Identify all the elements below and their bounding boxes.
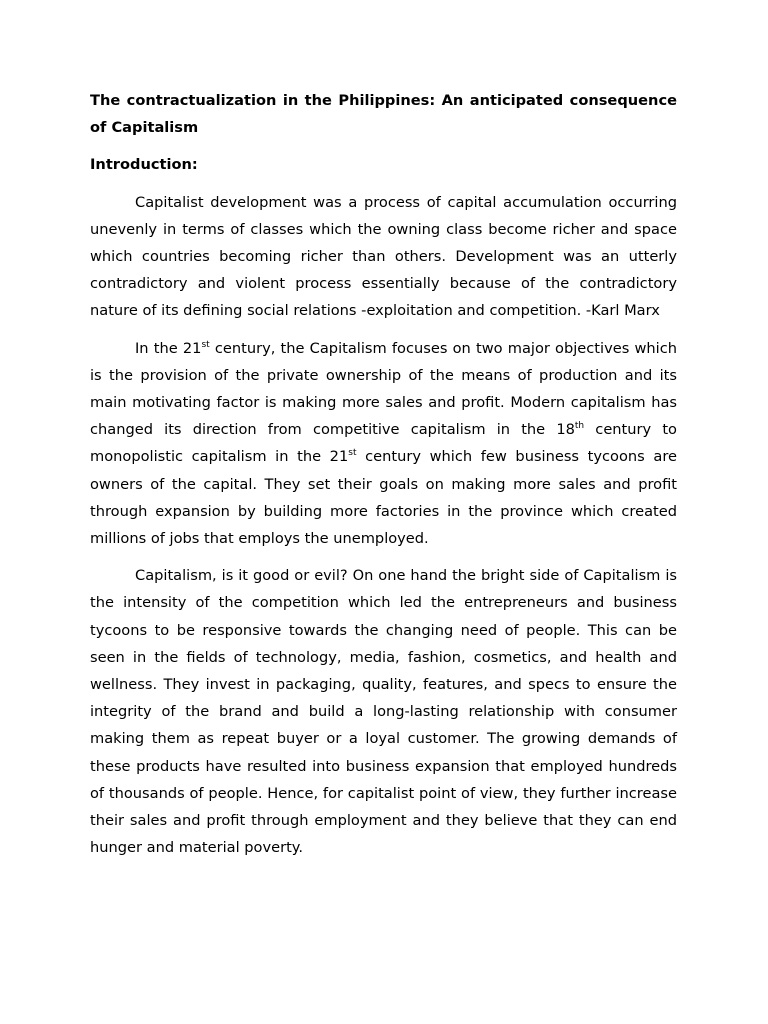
paragraph-2: [90, 335, 677, 553]
ordinal-suffix: st: [348, 448, 357, 459]
section-heading: Introduction:: [90, 156, 198, 174]
paragraph-2-text-1: In the 21: [135, 339, 202, 357]
paragraph-2-text-2: century, the Capitalism focuses on two major objectives which is the provision of the private ownership of the means of production and its main motivating factor is making more sales and profit. Modern capitalism has changed its direction from competitive capitalism in the 18: [90, 339, 678, 439]
paragraph-3: Capitalism, is it good or evil? On one hand the bright side of Capitalism is the intensity of the competition which led the entrepreneurs and business tycoons to be responsive towards the changing need of people. This can be seen in the fields of technology, media, fashion, cosmetics, and health and wellness. They invest in packaging, quality, features, and specs to ensure the integrity of the brand and build a long-lasting relationship with consumer making them as repeat buyer or a loyal customer. The growing demands of these products have resulted into business expansion that employed hundreds of thousands of people. Hence, for capitalist point of view, they further increase their sales and profit through employment and they believe that they can end hunger and material poverty.: [90, 567, 677, 857]
ordinal-suffix: th: [574, 421, 585, 432]
document-title: The contractualization in the Philippines: An anticipated consequence of Capitalism: [90, 92, 677, 137]
paragraph-2-text-3: century to monopolistic capitalism in the 21: [90, 421, 677, 466]
ordinal-suffix: st: [201, 339, 210, 350]
paragraph-2-text-4: century which few business tycoons are owners of the capital. They set their goals on making more sales and profit through expansion by building more factories in the province which created millions of jobs that employs the unemployed.: [90, 448, 677, 548]
paragraph-1: Capitalist development was a process of capital accumulation occurring unevenly in terms of classes which the owning class become richer and space which countries becoming richer than others. Development was an utterly contradictory and violent process essentially because of the contradictory nature of its defining social relations -exploitation and competition. -Karl Marx: [90, 193, 677, 320]
document-page: [90, 87, 677, 871]
